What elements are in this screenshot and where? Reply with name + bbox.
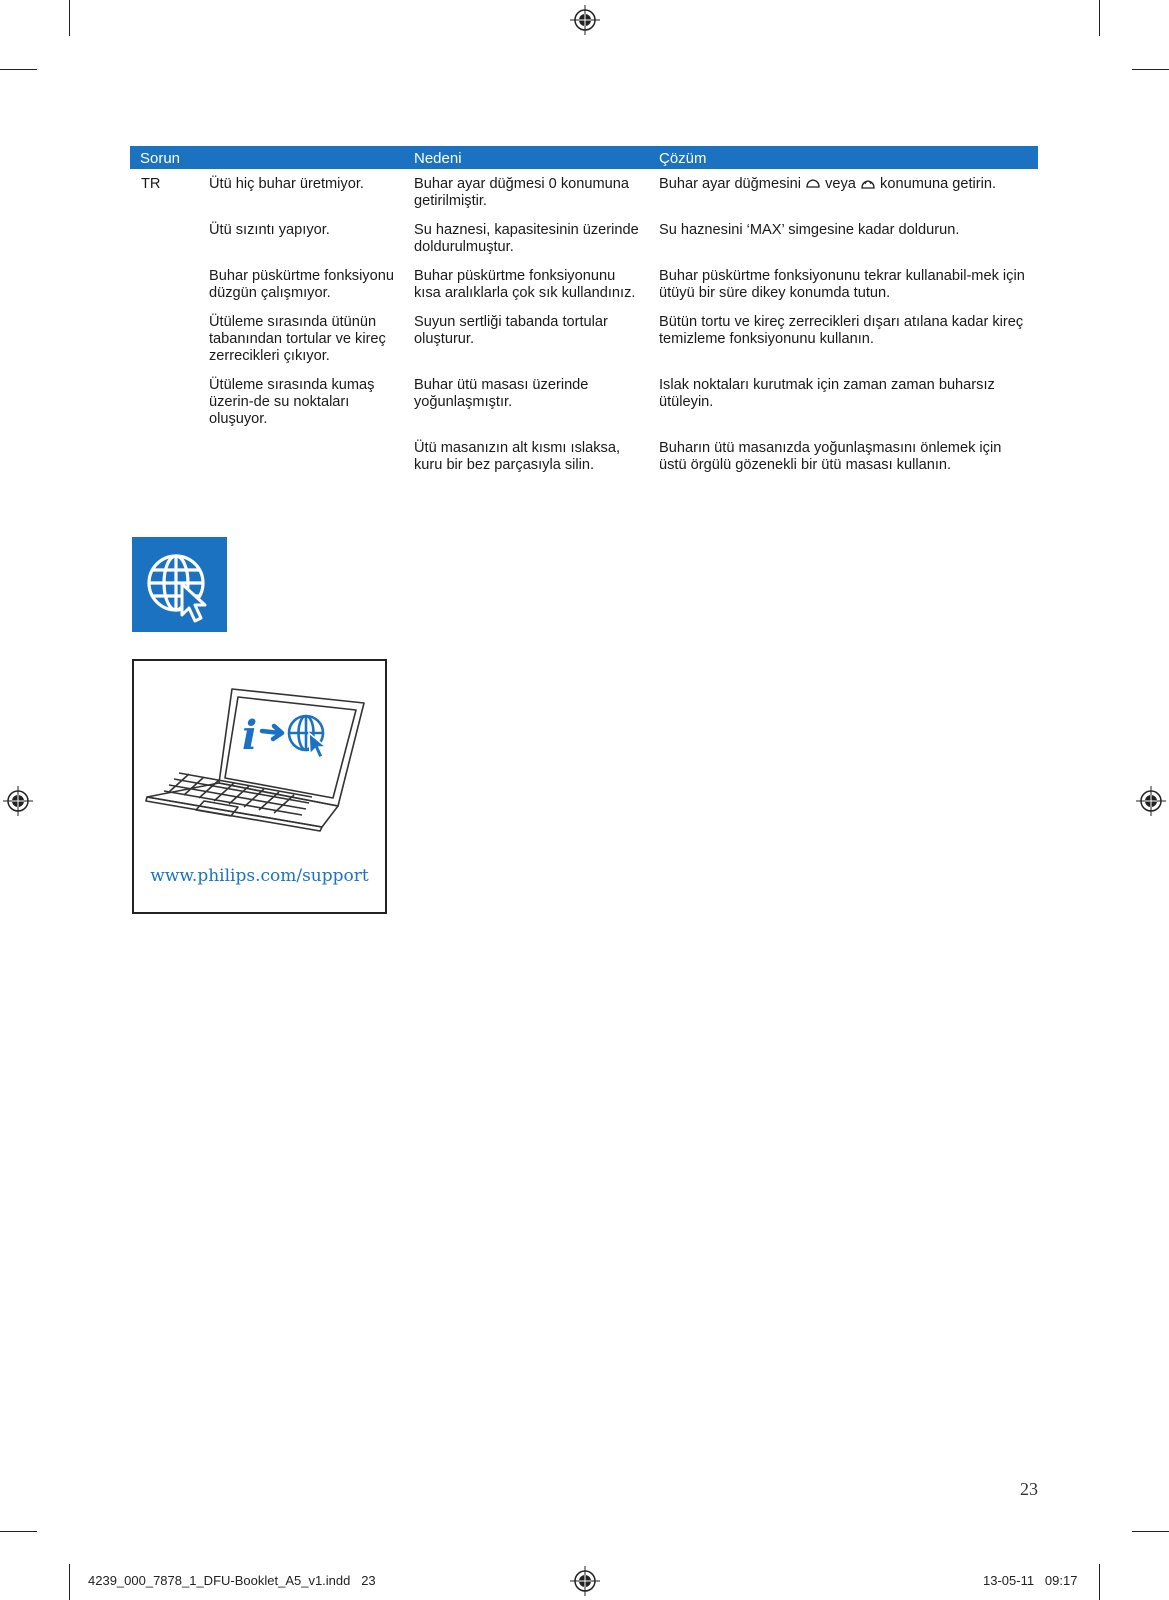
solution-cell: Su haznesini ‘MAX’ simgesine kadar doldurun. [659, 222, 960, 238]
crop-mark [1099, 0, 1100, 36]
header-cozum: Çözüm [649, 146, 1038, 169]
laptop-info-icon [134, 661, 385, 851]
table-row [130, 428, 1038, 474]
problem-cell: Ütüleme sırasında kumaş üzerin-de su noktaları oluşuyor. [209, 377, 375, 427]
svg-text:i: i [242, 712, 258, 759]
solution-cell: Islak noktaları kurutmak için zaman zaman buharsız ütüleyin. [659, 377, 995, 410]
registration-mark-icon [3, 786, 33, 816]
cause-cell: Buhar ütü masası üzerinde yoğunlaşmıştır. [414, 377, 589, 410]
crop-mark [1132, 1531, 1169, 1532]
steam-high-icon [860, 177, 876, 189]
cause-cell: Su haznesi, kapasitesinin üzerinde doldurulmuştur. [414, 222, 639, 255]
troubleshooting-table [130, 146, 1038, 474]
crop-mark [1132, 69, 1169, 70]
table-row [130, 256, 1038, 302]
footer-date: 13-05-11 09:17 [983, 1573, 1078, 1588]
globe-cursor-icon [132, 537, 227, 632]
globe-cursor-box [132, 537, 227, 632]
registration-mark-icon [570, 1566, 600, 1596]
solution-text: konumuna getirin. [880, 176, 997, 192]
cause-cell: Buhar püskürtme fonksiyonunu kısa aralıklarla çok sık kullandınız. [414, 268, 636, 301]
cause-cell: Ütü masanızın alt kısmı ıslaksa, kuru bir bez parçasıyla silin. [414, 440, 621, 473]
registration-mark-icon [570, 5, 600, 35]
table-header-row [130, 146, 1038, 169]
crop-mark [1099, 1564, 1100, 1600]
crop-mark [69, 1564, 70, 1600]
problem-cell: Buhar püskürtme fonksiyonu düzgün çalışmıyor. [209, 268, 394, 301]
table-row [130, 169, 1038, 210]
problem-cell: Ütü hiç buhar üretmiyor. [209, 176, 364, 192]
crop-mark [69, 0, 70, 36]
table-row [130, 302, 1038, 365]
cause-cell: Buhar ayar düğmesi 0 konumuna getirilmiştir. [414, 176, 629, 209]
solution-cell [649, 169, 1038, 210]
problem-cell: Ütüleme sırasında ütünün tabanından tortular ve kireç zerrecikleri çıkıyor. [209, 314, 386, 364]
header-sorun: Sorun [130, 146, 404, 169]
table-row [130, 210, 1038, 256]
page-number: 23 [1020, 1479, 1038, 1499]
support-box [132, 659, 387, 914]
solution-cell: Buhar püskürtme fonksiyonunu tekrar kullanabil-mek için ütüyü bir süre dikey konumda tutun. [659, 268, 1025, 301]
registration-mark-icon [1136, 786, 1166, 816]
cause-cell: Suyun sertliği tabanda tortular oluşturur. [414, 314, 608, 347]
solution-cell: Bütün tortu ve kireç zerrecikleri dışarı atılana kadar kireç temizleme fonksiyonunu kullanın. [659, 314, 1024, 347]
problem-cell: Ütü sızıntı yapıyor. [209, 222, 330, 238]
crop-mark [0, 69, 37, 70]
solution-text: Buhar ayar düğmesini [659, 176, 801, 192]
solution-text: veya [825, 176, 856, 192]
problem-cell [199, 428, 404, 474]
crop-mark [0, 1531, 37, 1532]
support-url[interactable]: www.philips.com/support [150, 866, 369, 886]
language-code: TR [141, 176, 161, 192]
solution-cell: Buharın ütü masanızda yoğunlaşmasını önlemek için üstü örgülü gözenekli bir ütü masası kullanın. [659, 440, 1002, 473]
header-nedeni: Nedeni [404, 146, 649, 169]
steam-low-icon [805, 177, 821, 189]
footer-file-name: 4239_000_7878_1_DFU-Booklet_A5_v1.indd 23 [88, 1573, 376, 1588]
table-row [130, 365, 1038, 428]
